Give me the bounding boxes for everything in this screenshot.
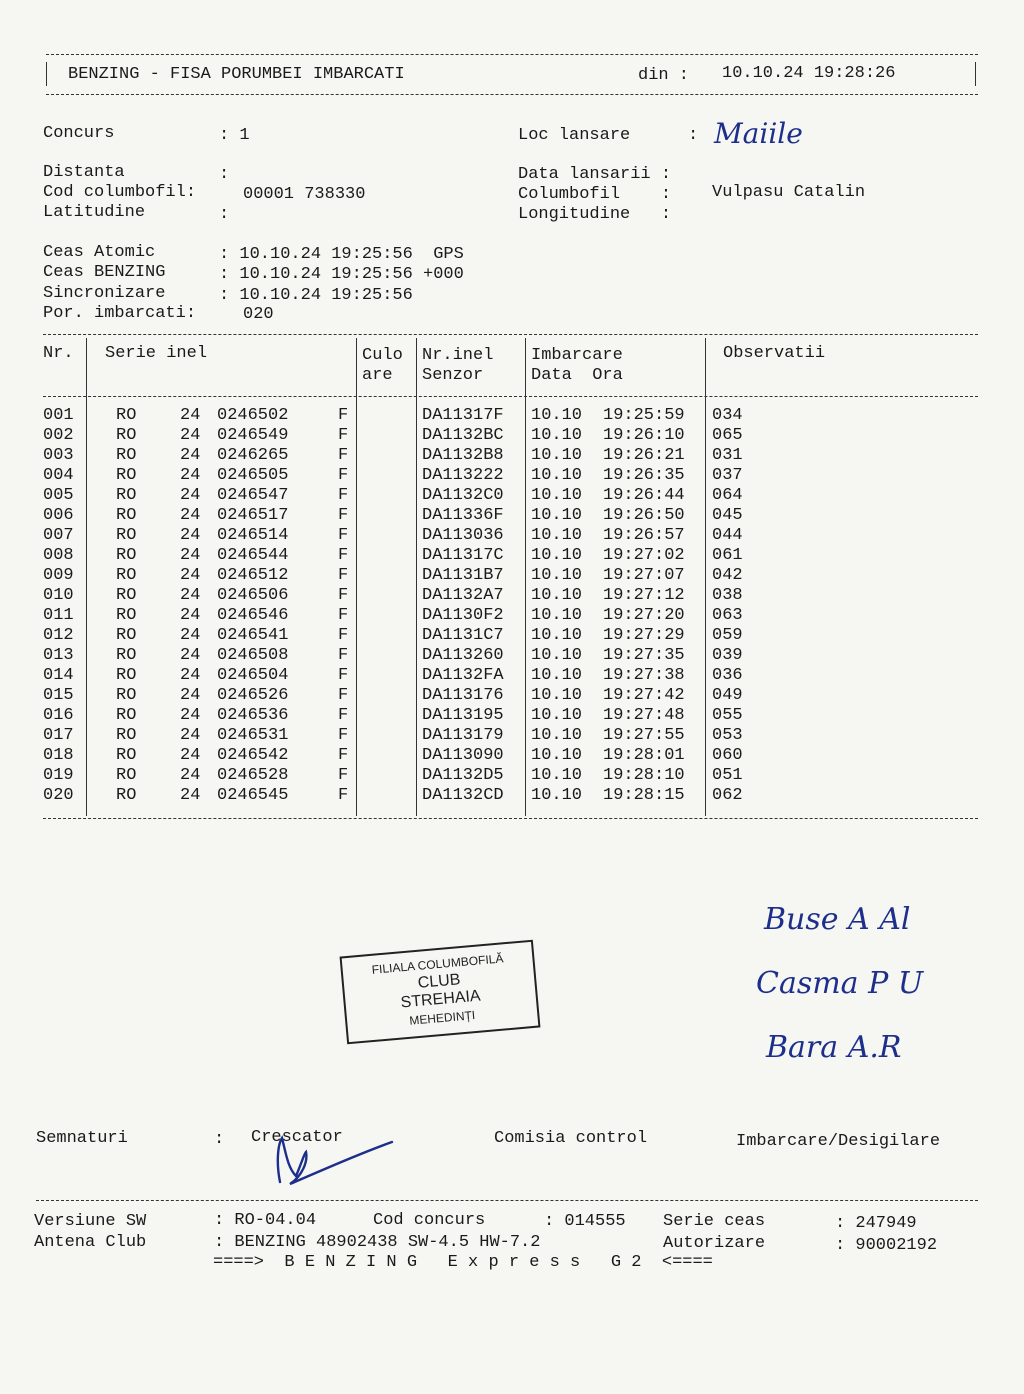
row-date: 10.10: [531, 586, 583, 605]
row-sex: F: [338, 406, 349, 425]
row-nr: 018: [43, 746, 74, 765]
row-ring-number: 0246544: [217, 546, 289, 565]
row-time: 19:27:42: [603, 686, 685, 705]
row-nr: 007: [43, 526, 74, 545]
row-time: 19:28:01: [603, 746, 685, 765]
row-country: RO: [116, 746, 137, 765]
row-ring-number: 0246505: [217, 466, 289, 485]
row-observation: 060: [712, 746, 743, 765]
row-sensor-id: DA1132D5: [422, 766, 504, 785]
row-ring-number: 0246508: [217, 646, 289, 665]
crescator-label: Crescator: [251, 1128, 343, 1147]
row-date: 10.10: [531, 606, 583, 625]
row-time: 19:26:44: [603, 486, 685, 505]
versiune-sw-value: : RO-04.04: [214, 1211, 317, 1230]
sincronizare-value: : 10.10.24 19:25:56: [219, 286, 413, 305]
row-country: RO: [116, 666, 137, 685]
ceas-atomic-label: Ceas Atomic: [43, 243, 156, 262]
ceas-atomic-value: : 10.10.24 19:25:56 GPS: [219, 245, 464, 264]
row-time: 19:26:10: [603, 426, 685, 445]
row-year: 24: [180, 786, 201, 805]
col-header-imbarcare-1: Imbarcare: [531, 346, 623, 365]
row-country: RO: [116, 526, 137, 545]
row-country: RO: [116, 686, 137, 705]
row-date: 10.10: [531, 466, 583, 485]
row-observation: 053: [712, 726, 743, 745]
row-sensor-id: DA1131C7: [422, 626, 504, 645]
table-row: [0, 606, 1024, 626]
row-country: RO: [116, 546, 137, 565]
row-nr: 014: [43, 666, 74, 685]
autorizare-value: : 90002192: [835, 1236, 938, 1255]
table-row: [0, 786, 1024, 806]
table-row: [0, 586, 1024, 606]
row-date: 10.10: [531, 666, 583, 685]
row-country: RO: [116, 446, 137, 465]
table-row: [0, 406, 1024, 426]
ceas-benzing-value: : 10.10.24 19:25:56 +000: [219, 265, 464, 284]
row-sensor-id: DA1132CD: [422, 786, 504, 805]
cod-columbofil-value: 00001 738330: [243, 185, 366, 204]
row-sex: F: [338, 666, 349, 685]
row-nr: 013: [43, 646, 74, 665]
footer-separator: [36, 1200, 978, 1201]
row-sex: F: [338, 706, 349, 725]
row-date: 10.10: [531, 646, 583, 665]
row-observation: 059: [712, 626, 743, 645]
row-observation: 037: [712, 466, 743, 485]
row-date: 10.10: [531, 626, 583, 645]
row-ring-number: 0246547: [217, 486, 289, 505]
row-sex: F: [338, 786, 349, 805]
table-row: [0, 726, 1024, 746]
row-date: 10.10: [531, 426, 583, 445]
serie-ceas-label: Serie ceas: [663, 1212, 766, 1231]
row-sex: F: [338, 466, 349, 485]
por-imbarcati-label: Por. imbarcati:: [43, 304, 197, 323]
row-date: 10.10: [531, 566, 583, 585]
row-ring-number: 0246531: [217, 726, 289, 745]
row-nr: 020: [43, 786, 74, 805]
row-country: RO: [116, 766, 137, 785]
col-header-serie: Serie inel: [105, 344, 208, 363]
por-imbarcati-value: 020: [243, 305, 274, 324]
report-date-value: 10.10.24 19:28:26: [722, 64, 896, 83]
table-row: [0, 566, 1024, 586]
row-year: 24: [180, 426, 201, 445]
loc-lansare-colon: :: [688, 126, 699, 145]
table-row: [0, 766, 1024, 786]
semnaturi-colon: :: [214, 1130, 225, 1149]
serie-ceas-value: : 247949: [835, 1214, 917, 1233]
semnaturi-label: Semnaturi: [36, 1129, 128, 1148]
row-time: 19:27:20: [603, 606, 685, 625]
row-ring-number: 0246526: [217, 686, 289, 705]
cod-concurs-label: Cod concurs: [373, 1211, 486, 1230]
table-row: [0, 466, 1024, 486]
row-sex: F: [338, 446, 349, 465]
row-country: RO: [116, 646, 137, 665]
row-ring-number: 0246542: [217, 746, 289, 765]
row-observation: 042: [712, 566, 743, 585]
antena-club-value: : BENZING 48902438 SW-4.5 HW-7.2: [214, 1233, 541, 1252]
concurs-label: Concurs: [43, 124, 115, 143]
row-date: 10.10: [531, 706, 583, 725]
row-time: 19:25:59: [603, 406, 685, 425]
table-row: [0, 446, 1024, 466]
row-sensor-id: DA1132BC: [422, 426, 504, 445]
row-nr: 005: [43, 486, 74, 505]
row-year: 24: [180, 406, 201, 425]
row-ring-number: 0246504: [217, 666, 289, 685]
row-sensor-id: DA113036: [422, 526, 504, 545]
row-sex: F: [338, 646, 349, 665]
row-date: 10.10: [531, 686, 583, 705]
row-time: 19:27:02: [603, 546, 685, 565]
row-ring-number: 0246514: [217, 526, 289, 545]
latitudine-label: Latitudine: [43, 203, 146, 222]
row-observation: 034: [712, 406, 743, 425]
table-header-separator: [43, 396, 978, 397]
row-country: RO: [116, 606, 137, 625]
row-ring-number: 0246545: [217, 786, 289, 805]
longitudine-label: Longitudine :: [518, 205, 672, 224]
columbofil-label: Columbofil :: [518, 185, 672, 204]
comisia-control-label: Comisia control: [494, 1129, 648, 1148]
table-row: [0, 426, 1024, 446]
row-sensor-id: DA11317C: [422, 546, 504, 565]
row-date: 10.10: [531, 506, 583, 525]
distanta-label: Distanta: [43, 163, 125, 182]
concurs-value: : 1: [219, 126, 250, 145]
row-nr: 017: [43, 726, 74, 745]
row-time: 19:27:29: [603, 626, 685, 645]
row-year: 24: [180, 766, 201, 785]
row-observation: 036: [712, 666, 743, 685]
row-observation: 051: [712, 766, 743, 785]
data-lansarii-label: Data lansarii :: [518, 165, 672, 184]
distanta-value: :: [219, 165, 230, 184]
report-date-label: din :: [638, 66, 690, 85]
row-time: 19:27:48: [603, 706, 685, 725]
row-time: 19:27:07: [603, 566, 685, 585]
row-ring-number: 0246549: [217, 426, 289, 445]
row-ring-number: 0246517: [217, 506, 289, 525]
sincronizare-label: Sincronizare: [43, 284, 166, 303]
row-date: 10.10: [531, 546, 583, 565]
row-sensor-id: DA113179: [422, 726, 504, 745]
row-sensor-id: DA113195: [422, 706, 504, 725]
row-year: 24: [180, 526, 201, 545]
row-sex: F: [338, 506, 349, 525]
row-ring-number: 0246512: [217, 566, 289, 585]
row-sex: F: [338, 726, 349, 745]
row-year: 24: [180, 646, 201, 665]
row-ring-number: 0246541: [217, 626, 289, 645]
table-row: [0, 486, 1024, 506]
club-stamp: [340, 940, 541, 1045]
table-row: [0, 626, 1024, 646]
row-time: 19:28:15: [603, 786, 685, 805]
latitudine-value: :: [219, 205, 230, 224]
row-sensor-id: DA11336F: [422, 506, 504, 525]
row-year: 24: [180, 546, 201, 565]
cod-columbofil-label: Cod columbofil:: [43, 183, 197, 202]
row-observation: 061: [712, 546, 743, 565]
loc-lansare-label: Loc lansare: [518, 126, 631, 145]
row-nr: 009: [43, 566, 74, 585]
antena-club-label: Antena Club: [34, 1233, 147, 1252]
row-year: 24: [180, 706, 201, 725]
row-year: 24: [180, 486, 201, 505]
row-time: 19:27:38: [603, 666, 685, 685]
row-observation: 055: [712, 706, 743, 725]
signature-line-1: Buse A Al: [764, 902, 911, 937]
table-row: [0, 646, 1024, 666]
row-country: RO: [116, 786, 137, 805]
stamp-line-4: MEHEDINȚI: [408, 1008, 476, 1028]
table-row: [0, 546, 1024, 566]
row-sensor-id: DA11317F: [422, 406, 504, 425]
row-time: 19:28:10: [603, 766, 685, 785]
row-date: 10.10: [531, 786, 583, 805]
row-sex: F: [338, 766, 349, 785]
row-time: 19:26:35: [603, 466, 685, 485]
row-ring-number: 0246502: [217, 406, 289, 425]
autorizare-label: Autorizare: [663, 1234, 766, 1253]
loc-lansare-handwritten: Maiile: [714, 117, 803, 150]
versiune-sw-label: Versiune SW: [34, 1212, 147, 1231]
row-date: 10.10: [531, 526, 583, 545]
row-country: RO: [116, 626, 137, 645]
col-header-observatii: Observatii: [723, 344, 826, 363]
row-country: RO: [116, 486, 137, 505]
table-row: [0, 506, 1024, 526]
row-country: RO: [116, 726, 137, 745]
row-time: 19:27:35: [603, 646, 685, 665]
row-sex: F: [338, 606, 349, 625]
row-observation: 063: [712, 606, 743, 625]
row-nr: 008: [43, 546, 74, 565]
row-nr: 019: [43, 766, 74, 785]
row-country: RO: [116, 466, 137, 485]
stamp-line-1: FILIALA COLUMBOFILĂ: [371, 951, 504, 977]
row-observation: 064: [712, 486, 743, 505]
row-nr: 010: [43, 586, 74, 605]
table-row: [0, 746, 1024, 766]
row-date: 10.10: [531, 406, 583, 425]
stamp-line-2: CLUB: [417, 971, 462, 992]
row-sensor-id: DA113222: [422, 466, 504, 485]
row-country: RO: [116, 426, 137, 445]
row-observation: 065: [712, 426, 743, 445]
row-sensor-id: DA113260: [422, 646, 504, 665]
row-year: 24: [180, 626, 201, 645]
row-nr: 001: [43, 406, 74, 425]
row-country: RO: [116, 586, 137, 605]
table-top-border: [43, 334, 978, 335]
row-sex: F: [338, 746, 349, 765]
benzing-banner: ====> B E N Z I N G E x p r e s s G 2 <====: [213, 1253, 713, 1272]
row-nr: 004: [43, 466, 74, 485]
row-sensor-id: DA1132C0: [422, 486, 504, 505]
row-nr: 012: [43, 626, 74, 645]
col-header-imbarcare-2: Data Ora: [531, 366, 623, 385]
row-country: RO: [116, 566, 137, 585]
row-year: 24: [180, 506, 201, 525]
signature-line-3: Bara A.R: [766, 1030, 902, 1065]
row-nr: 002: [43, 426, 74, 445]
row-date: 10.10: [531, 726, 583, 745]
row-year: 24: [180, 446, 201, 465]
row-year: 24: [180, 666, 201, 685]
row-sex: F: [338, 526, 349, 545]
imbarcare-desigilare-label: Imbarcare/Desigilare: [736, 1132, 941, 1151]
col-header-culoare-1: Culo: [362, 346, 403, 365]
col-header-senzor-2: Senzor: [422, 366, 484, 385]
row-nr: 015: [43, 686, 74, 705]
table-bottom-border: [43, 818, 978, 819]
report-title: BENZING - FISA PORUMBEI IMBARCATI: [68, 65, 405, 84]
stamp-line-3: STREHAIA: [400, 987, 482, 1012]
crescator-signature: [258, 1132, 398, 1190]
table-row: [0, 526, 1024, 546]
row-year: 24: [180, 566, 201, 585]
row-ring-number: 0246265: [217, 446, 289, 465]
row-nr: 011: [43, 606, 74, 625]
row-time: 19:27:55: [603, 726, 685, 745]
row-sensor-id: DA1130F2: [422, 606, 504, 625]
col-header-nr: Nr.: [43, 344, 74, 363]
row-ring-number: 0246536: [217, 706, 289, 725]
cod-concurs-value: : 014555: [544, 1212, 626, 1231]
row-nr: 006: [43, 506, 74, 525]
table-row: [0, 706, 1024, 726]
row-nr: 003: [43, 446, 74, 465]
row-sensor-id: DA113176: [422, 686, 504, 705]
row-sex: F: [338, 686, 349, 705]
row-sex: F: [338, 586, 349, 605]
row-year: 24: [180, 606, 201, 625]
row-observation: 044: [712, 526, 743, 545]
row-observation: 049: [712, 686, 743, 705]
row-country: RO: [116, 506, 137, 525]
col-header-culoare-2: are: [362, 366, 393, 385]
row-date: 10.10: [531, 486, 583, 505]
row-nr: 016: [43, 706, 74, 725]
row-time: 19:26:21: [603, 446, 685, 465]
table-row: [0, 686, 1024, 706]
signature-line-2: Casma P U: [756, 966, 924, 1001]
row-sensor-id: DA1132FA: [422, 666, 504, 685]
row-time: 19:26:50: [603, 506, 685, 525]
row-time: 19:26:57: [603, 526, 685, 545]
row-year: 24: [180, 726, 201, 745]
row-observation: 039: [712, 646, 743, 665]
row-ring-number: 0246528: [217, 766, 289, 785]
row-date: 10.10: [531, 746, 583, 765]
row-sensor-id: DA1132A7: [422, 586, 504, 605]
row-year: 24: [180, 466, 201, 485]
table-row: [0, 666, 1024, 686]
row-ring-number: 0246506: [217, 586, 289, 605]
row-observation: 038: [712, 586, 743, 605]
row-sex: F: [338, 626, 349, 645]
row-observation: 062: [712, 786, 743, 805]
row-date: 10.10: [531, 446, 583, 465]
row-observation: 031: [712, 446, 743, 465]
row-sensor-id: DA113090: [422, 746, 504, 765]
row-sex: F: [338, 566, 349, 585]
columbofil-value: Vulpasu Catalin: [712, 183, 866, 202]
row-observation: 045: [712, 506, 743, 525]
header-left-border: [46, 62, 47, 86]
header-top-border: [46, 54, 978, 55]
row-sex: F: [338, 426, 349, 445]
ceas-benzing-label: Ceas BENZING: [43, 263, 166, 282]
header-right-border: [975, 62, 976, 86]
row-country: RO: [116, 706, 137, 725]
row-sex: F: [338, 486, 349, 505]
row-ring-number: 0246546: [217, 606, 289, 625]
header-bottom-border: [46, 94, 978, 95]
row-sensor-id: DA1132B8: [422, 446, 504, 465]
row-year: 24: [180, 746, 201, 765]
row-date: 10.10: [531, 766, 583, 785]
row-country: RO: [116, 406, 137, 425]
row-sensor-id: DA1131B7: [422, 566, 504, 585]
row-year: 24: [180, 686, 201, 705]
row-year: 24: [180, 586, 201, 605]
col-header-senzor-1: Nr.inel: [422, 346, 494, 365]
row-time: 19:27:12: [603, 586, 685, 605]
row-sex: F: [338, 546, 349, 565]
